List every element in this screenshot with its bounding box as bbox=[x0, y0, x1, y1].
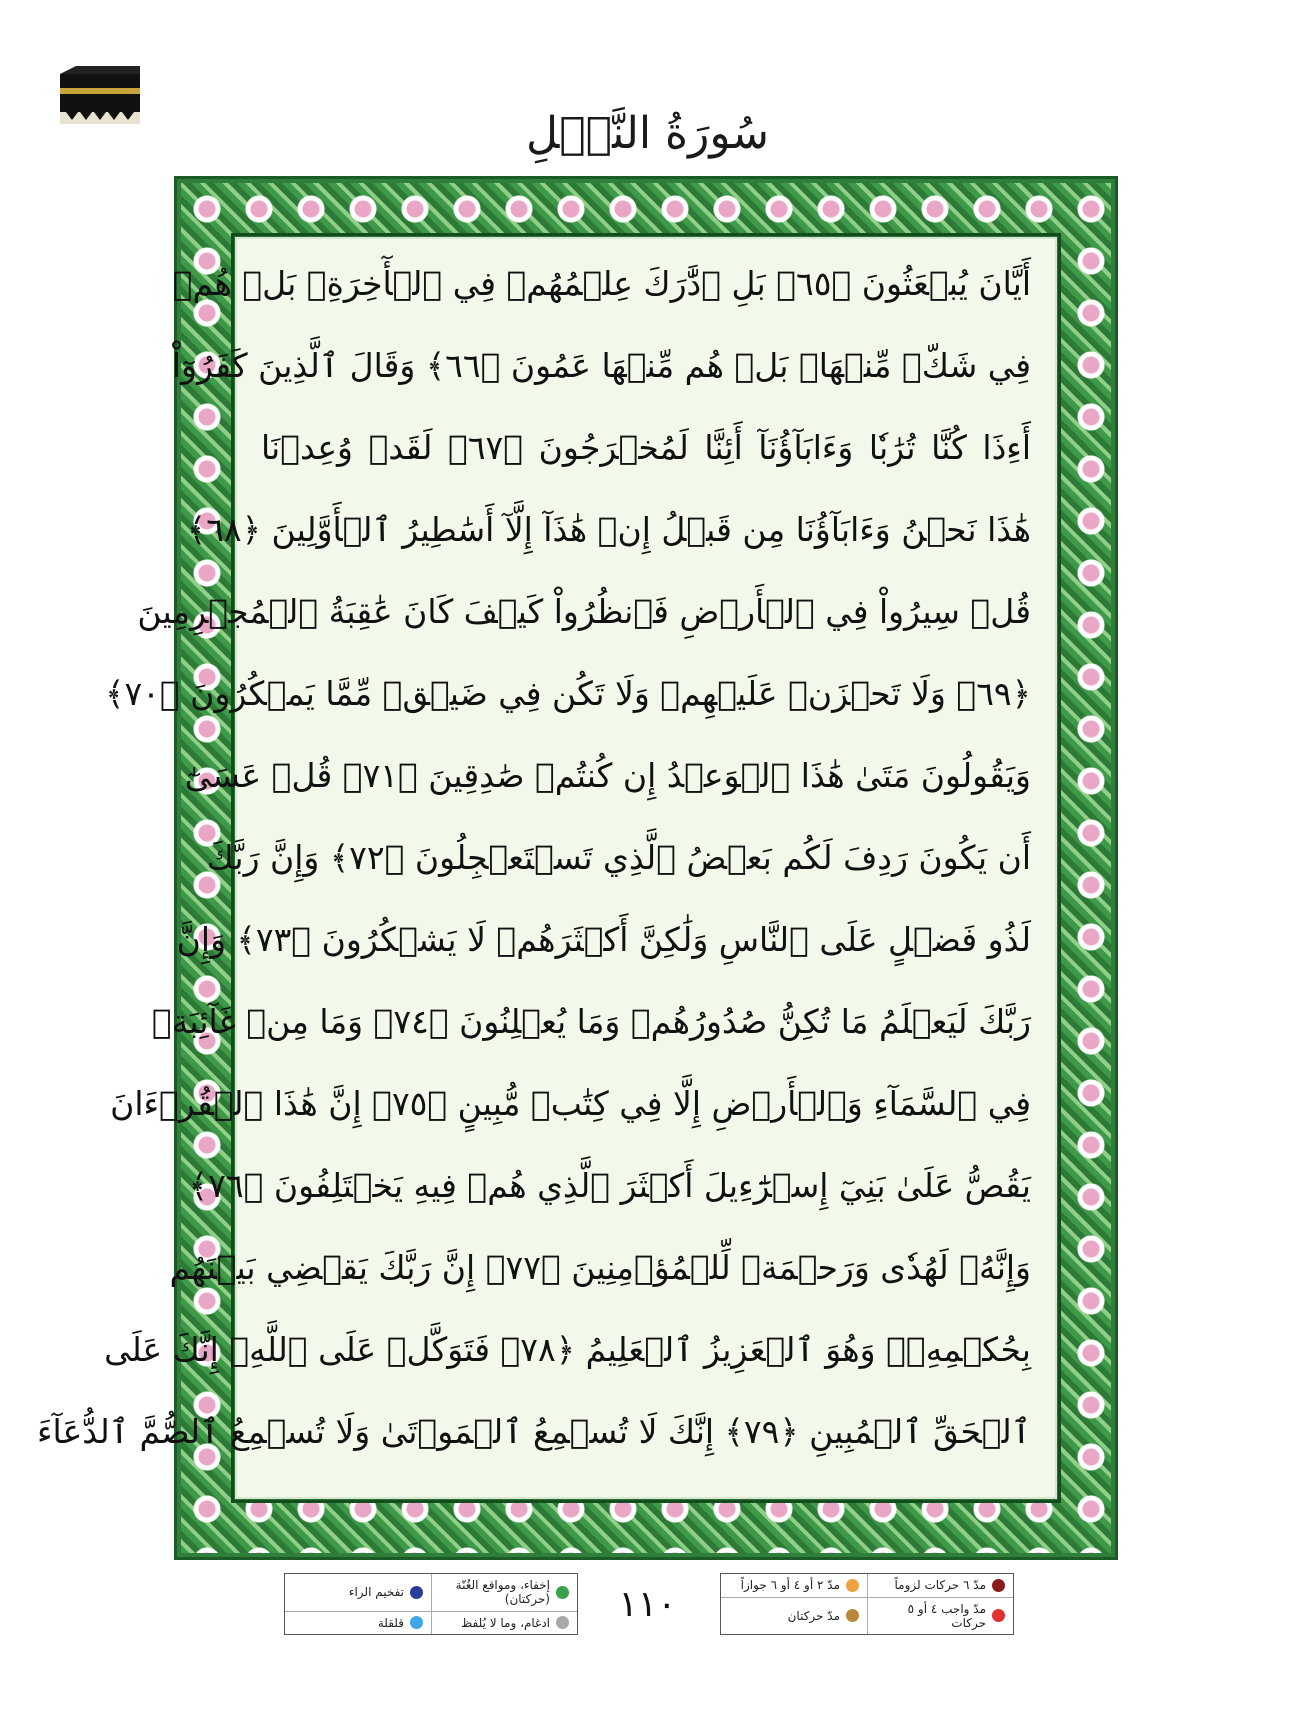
text-line: أَيَّانَ يُبۡعَثُونَ ﴿٦٥﴾ بَلِ ٱدَّٰرَكَ عِلۡمُهُمۡ فِي ٱلۡأٓخِرَةِۚ بَلۡ هُمۡ bbox=[172, 264, 1031, 303]
text-line: رَبَّكَ لَيَعۡلَمُ مَا تُكِنُّ صُدُورُهُمۡ وَمَا يُعۡلِنُونَ ﴿٧٤﴾ وَمَا مِنۡ غَآئِبَةٖ bbox=[151, 1002, 1031, 1041]
legend-label: إخفاء، ومواقع الغُنّة (حركتان) bbox=[455, 1578, 550, 1607]
legend-label: ادغام، وما لا يُلفظ bbox=[461, 1615, 550, 1630]
text-line: ﴿٦٩﴾ وَلَا تَحۡزَنۡ عَلَيۡهِمۡ وَلَا تَكُن فِي ضَيۡقٖ مِّمَّا يَمۡكُرُونَ ﴿٧٠﴾ bbox=[105, 674, 1031, 713]
text-line: يَقُصُّ عَلَىٰ بَنِيٓ إِسۡرَٰٓءِيلَ أَكۡثَرَ ٱلَّذِي هُمۡ فِيهِ يَخۡتَلِفُونَ ﴿٧٦﴾ bbox=[188, 1166, 1031, 1205]
legend-item bbox=[867, 1574, 1013, 1598]
legend-label: مدّ حركتان bbox=[787, 1608, 840, 1623]
text-line: هَٰذَا نَحۡنُ وَءَابَآؤُنَا مِن قَبۡلُ إِنۡ هَٰذَآ إِلَّآ أَسَٰطِيرُ ٱلۡأَوَّلِينَ ﴿٦٨﴾ bbox=[186, 510, 1031, 549]
text-line: لَذُو فَضۡلٍ عَلَى ٱلنَّاسِ وَلَٰكِنَّ أَكۡثَرَهُمۡ لَا يَشۡكُرُونَ ﴿٧٣﴾ وَإِنَّ bbox=[176, 920, 1031, 959]
legend-label: مدّ ٢ أو ٤ أو ٦ جوازاً bbox=[740, 1578, 840, 1593]
legend-label: مدّ ٦ حركات لزوماً bbox=[894, 1578, 986, 1593]
legend-label: مدّ واجب ٤ أو ٥ حركات bbox=[907, 1601, 986, 1630]
text-line: وَيَقُولُونَ مَتَىٰ هَٰذَا ٱلۡوَعۡدُ إِن كُنتُمۡ صَٰدِقِينَ ﴿٧١﴾ قُلۡ عَسَىٰٓ bbox=[184, 756, 1031, 795]
legend-dot-icon bbox=[846, 1579, 859, 1592]
page-frame bbox=[37, 176, 1118, 1560]
quran-text-area bbox=[37, 237, 1057, 1499]
legend-item bbox=[867, 1598, 1013, 1635]
legend-label: تفخيم الراء bbox=[348, 1585, 404, 1600]
legend-dot-icon bbox=[992, 1579, 1005, 1592]
legend-label: قلقلة bbox=[377, 1615, 404, 1630]
text-line: فِي ٱلسَّمَآءِ وَٱلۡأَرۡضِ إِلَّا فِي كِتَٰبٖ مُّبِينٍ ﴿٧٥﴾ إِنَّ هَٰذَا ٱلۡقُرۡءَانَ bbox=[110, 1084, 1031, 1123]
text-line: أَن يَكُونَ رَدِفَ لَكُم بَعۡضُ ٱلَّذِي تَسۡتَعۡجِلُونَ ﴿٧٢﴾ وَإِنَّ رَبَّكَ bbox=[206, 838, 1031, 877]
text-line: وَإِنَّهُۥ لَهُدٗى وَرَحۡمَةٞ لِّلۡمُؤۡمِنِينَ ﴿٧٧﴾ إِنَّ رَبَّكَ يَقۡضِي بَيۡنَهُم bbox=[169, 1248, 1031, 1287]
text-line: قُلۡ سِيرُواْ فِي ٱلۡأَرۡضِ فَٱنظُرُواْ كَيۡفَ كَانَ عَٰقِبَةُ ٱلۡمُجۡرِمِينَ bbox=[137, 592, 1031, 631]
legend-item bbox=[721, 1574, 867, 1598]
text-line: ٱلۡحَقِّ ٱلۡمُبِينِ ﴿٧٩﴾ إِنَّكَ لَا تُسۡمِعُ ٱلۡمَوۡتَىٰ وَلَا تُسۡمِعُ ٱلصُّمَّ ٱلدُّعَآءَ bbox=[37, 1412, 1031, 1451]
tajweed-legend-right bbox=[720, 1573, 1014, 1635]
text-line: أَءِذَا كُنَّا تُرَٰبٗا وَءَابَآؤُنَآ أَئِنَّا لَمُخۡرَجُونَ ﴿٦٧﴾ لَقَدۡ وُعِدۡنَا bbox=[261, 428, 1031, 467]
legend-item bbox=[721, 1598, 867, 1635]
page-number: ١١٠ bbox=[618, 1584, 677, 1625]
surah-title: سُورَةُ النَّمۡلِ bbox=[526, 108, 769, 159]
text-line: بِحُكۡمِهِۦۚ وَهُوَ ٱلۡعَزِيزُ ٱلۡعَلِيمُ ﴿٧٨﴾ فَتَوَكَّلۡ عَلَى ٱللَّهِۖ إِنَّكَ عَلَى bbox=[104, 1330, 1031, 1369]
text-line: فِي شَكّٖ مِّنۡهَاۖ بَلۡ هُم مِّنۡهَا عَمُونَ ﴿٦٦﴾ وَقَالَ ٱلَّذِينَ كَفَرُوٓاْ bbox=[171, 346, 1031, 385]
legend-dot-icon bbox=[846, 1609, 859, 1622]
legend-dot-icon bbox=[992, 1609, 1005, 1622]
